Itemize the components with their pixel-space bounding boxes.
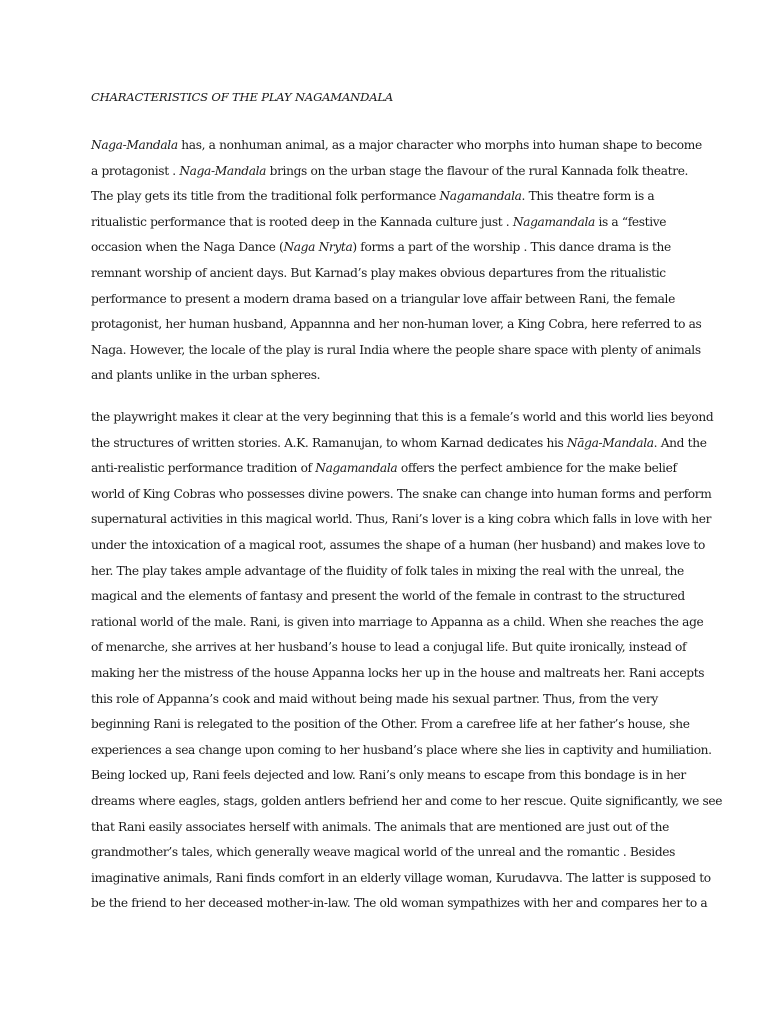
text-run: anti-realistic performance tradition of [91, 461, 316, 476]
text-line [91, 312, 702, 338]
text-run: a protagonist . [91, 163, 180, 178]
italic-title-text: Nagamandala [315, 461, 398, 476]
text-run: the playwright makes it clear at the very beginning that this is a female’s world and this world lies beyond [91, 410, 714, 424]
text-line [91, 661, 705, 687]
text-run: brings on the urban stage the flavour of the rural Kannada folk theatre. [266, 163, 689, 178]
text-line [91, 184, 691, 210]
text-run: remnant worship of ancient days. But Karnad’s play makes obvious departures from the ritualistic [91, 265, 666, 280]
text-run: has, a nonhuman animal, as a major character who morphs into human shape to become [177, 138, 702, 152]
text-run: be the friend to her deceased mother-in-law. The old woman sympathizes with her and compares her to a [91, 896, 708, 911]
text-run: is a “festive [594, 214, 667, 229]
text-line [91, 840, 691, 866]
text-run: supernatural activities in this magical world. Thus, Rani’s lover is a king cobra which falls in love with her [91, 512, 712, 527]
text-line [91, 763, 691, 789]
text-run: rational world of the male. Rani, is given into marriage to Appanna as a child. When she reaches the age [91, 614, 704, 629]
text-line [91, 687, 691, 713]
italic-title-text: Nagamandala [512, 214, 595, 229]
text-line [91, 431, 707, 457]
text-line [91, 789, 723, 815]
text-line [91, 635, 691, 661]
text-line [91, 533, 705, 559]
italic-title-text: Naga Nryta [283, 240, 353, 255]
text-run: . And the [653, 435, 707, 450]
text-line [91, 261, 691, 287]
text-line [91, 584, 691, 610]
text-run: Naga. However, the locale of the play is rural India where the people share space with plenty of animals [91, 342, 701, 357]
text-run: . This theatre form is a [521, 189, 655, 204]
text-line [91, 738, 712, 764]
document-heading: CHARACTERISTICS OF THE PLAY NAGAMANDALA [91, 90, 394, 104]
paragraph-2 [91, 405, 723, 917]
text-run: The play gets its title from the traditional folk performance [91, 189, 440, 204]
text-run: occasion when the Naga Dance ( [91, 240, 284, 255]
italic-title-text: Nāga-Mandala [566, 435, 654, 450]
text-line [91, 891, 708, 917]
text-run: making her the mistress of the house Appanna locks her up in the house and maltreats her. Rani accepts [91, 665, 705, 680]
text-run: grandmother’s tales, which generally weave magical world of the unreal and the romantic . Besides [91, 845, 676, 860]
text-line [91, 363, 691, 389]
text-line [91, 610, 704, 636]
text-run: magical and the elements of fantasy and present the world of the female in contrast to the structured [91, 589, 685, 604]
text-run: imaginative animals, Rani finds comfort in an elderly village woman, Kurudavva. The latter is supposed to [91, 870, 711, 885]
text-line [91, 482, 712, 508]
italic-title-text: Nagamandala [439, 189, 522, 204]
text-line [91, 559, 691, 585]
text-run: this role of Appanna’s cook and maid without being made his sexual partner. Thus, from the very [91, 691, 658, 706]
text-run: performance to present a modern drama based on a triangular love affair between Rani, the female [91, 291, 675, 306]
text-run: ) forms a part of the worship . This dance drama is the [352, 240, 671, 255]
text-line [91, 338, 701, 364]
text-run: offers the perfect ambience for the make belief [397, 461, 677, 476]
text-run: that Rani easily associates herself with animals. The animals that are mentioned are just out of the [91, 819, 669, 834]
text-line [91, 287, 691, 313]
text-run: and plants unlike in the urban spheres. [91, 368, 321, 383]
text-line [91, 507, 712, 533]
text-run: of menarche, she arrives at her husband’s house to lead a conjugal life. But quite ironically, instead of [91, 640, 687, 655]
text-line [91, 210, 691, 236]
text-run: under the intoxication of a magical root, assumes the shape of a human (her husband) and makes love to [91, 537, 705, 552]
text-line [91, 235, 691, 261]
text-run: beginning Rani is relegated to the position of the Other. From a carefree life at her father’s house, she [91, 717, 690, 732]
text-run: her. The play takes ample advantage of the fluidity of folk tales in mixing the real with the unreal, the [91, 563, 684, 578]
text-run: experiences a sea change upon coming to her husband’s place where she lies in captivity and humiliation. [91, 742, 712, 757]
text-run: the structures of written stories. A.K. Ramanujan, to whom Karnad dedicates his [91, 435, 567, 450]
italic-title-text: Naga-Mandala [179, 163, 267, 178]
text-run: dreams where eagles, stags, golden antlers befriend her and come to her rescue. Quite significantly, we see [91, 793, 723, 808]
text-line [91, 133, 702, 159]
text-run: world of King Cobras who possesses divine powers. The snake can change into human forms and perform [91, 486, 712, 501]
text-line [91, 712, 691, 738]
text-line [91, 405, 714, 431]
text-line [91, 159, 691, 185]
text-line [91, 815, 691, 841]
text-line [91, 456, 691, 482]
text-line [91, 866, 711, 892]
paragraph-1 [91, 133, 702, 389]
text-run: protagonist, her human husband, Appannna and her non-human lover, a King Cobra, here referred to as [91, 317, 702, 332]
italic-title-text: Naga-Mandala [91, 138, 178, 152]
text-run: ritualistic performance that is rooted deep in the Kannada culture just . [91, 214, 513, 229]
text-run: Being locked up, Rani feels dejected and low. Rani’s only means to escape from this bondage is in her [91, 768, 686, 783]
